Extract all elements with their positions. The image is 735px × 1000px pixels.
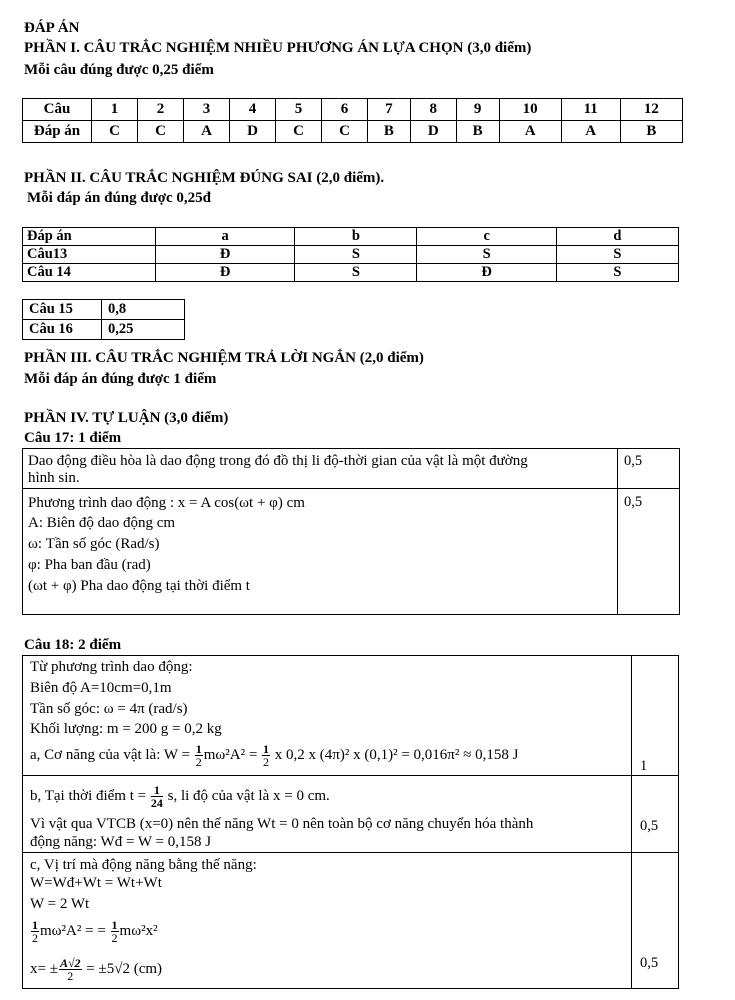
q18-score-c: 0,5 bbox=[640, 955, 659, 971]
q18-b-time bbox=[30, 781, 330, 811]
part1-answer-table bbox=[22, 98, 683, 143]
question-label: Câu 16 bbox=[23, 320, 102, 340]
q18-c-position-lead: x= ± bbox=[30, 961, 58, 977]
question-number: 12 bbox=[620, 99, 682, 121]
header-cell: d bbox=[556, 228, 678, 246]
question-label: Câu13 bbox=[23, 246, 156, 264]
q17-angular-frequency: ω: Tần số góc (Rad/s) bbox=[28, 536, 160, 552]
q18-c-energy-relation: W = 2 Wt bbox=[30, 896, 90, 912]
q18-c-equation-right: mω²x² bbox=[119, 923, 158, 939]
q17-score-1: 0,5 bbox=[624, 453, 643, 469]
q18-a-energy bbox=[30, 740, 518, 770]
part4-title: PHẦN IV. TỰ LUẬN (3,0 điểm) bbox=[24, 410, 229, 426]
q17-phase: (ωt + φ) Pha dao động tại thời điểm t bbox=[28, 578, 250, 594]
part2-answer-table bbox=[22, 227, 679, 282]
q18-score-b: 0,5 bbox=[640, 818, 659, 834]
fraction-one-half: $\frac{1}{2}$ bbox=[195, 742, 202, 770]
answer-cell: Đ bbox=[156, 246, 295, 264]
part3-title: PHẦN III. CÂU TRẮC NGHIỆM TRẢ LỜI NGẮN (2,0 điểm) bbox=[24, 350, 424, 366]
table-row bbox=[23, 99, 683, 121]
q18-b-time-lead: b, Tại thời điểm t = bbox=[30, 788, 147, 804]
question-number: 8 bbox=[410, 99, 456, 121]
q17-amplitude: A: Biên độ dao động cm bbox=[28, 515, 176, 531]
q18-a-angular-frequency: Tần số góc: ω = 4π (rad/s) bbox=[30, 701, 188, 717]
q18-a-amplitude: Biên độ A=10cm=0,1m bbox=[30, 680, 172, 696]
question-number: 10 bbox=[499, 99, 561, 121]
q18-row-divider-a bbox=[22, 775, 679, 776]
answer-cell: 0,8 bbox=[102, 300, 185, 320]
answer-cell: B bbox=[368, 121, 411, 143]
table-row bbox=[23, 264, 679, 282]
answer-cell: 0,25 bbox=[102, 320, 185, 340]
part3-subtitle: Mỗi đáp án đúng được 1 điểm bbox=[24, 371, 217, 387]
answer-cell: S bbox=[556, 264, 678, 282]
answer-key-heading: ĐÁP ÁN bbox=[24, 20, 80, 36]
question-number: 11 bbox=[561, 99, 620, 121]
answer-cell: A bbox=[561, 121, 620, 143]
q18-a-energy-result: x 0,2 x (4π)² x (0,1)² = 0,016π² ≈ 0,158 J bbox=[274, 747, 519, 763]
question-number: 3 bbox=[184, 99, 230, 121]
q18-c-position-result: = ±5√2 (cm) bbox=[86, 961, 163, 977]
q18-title: Câu 18: 2 điểm bbox=[24, 637, 122, 653]
q18-c-intro: c, Vị trí mà động năng bằng thế năng: bbox=[30, 857, 257, 873]
table-row bbox=[23, 300, 185, 320]
q17-score-2: 0,5 bbox=[624, 494, 643, 510]
header-cell: c bbox=[417, 228, 556, 246]
question-number: 2 bbox=[138, 99, 184, 121]
answer-cell: D bbox=[230, 121, 276, 143]
q17-row-divider bbox=[22, 488, 680, 489]
answer-cell: C bbox=[276, 121, 322, 143]
table-row bbox=[23, 228, 679, 246]
answer-cell: S bbox=[295, 264, 417, 282]
part2-extra-table bbox=[22, 299, 185, 340]
q17-equation: Phương trình dao động : x = A cos(ωt + φ) cm bbox=[28, 495, 305, 511]
table-row bbox=[23, 246, 679, 264]
part1-title: PHẦN I. CÂU TRẮC NGHIỆM NHIỀU PHƯƠNG ÁN LỰA CHỌN (3,0 điểm) bbox=[24, 40, 532, 56]
question-number: 5 bbox=[276, 99, 322, 121]
answer-cell: Đ bbox=[417, 264, 556, 282]
q17-column-divider bbox=[617, 448, 618, 615]
answer-cell: B bbox=[456, 121, 499, 143]
question-number: 6 bbox=[322, 99, 368, 121]
fraction-one-half: $\frac{1}{2}$ bbox=[111, 918, 118, 946]
q18-a-energy-formula: mω²A² = bbox=[203, 747, 258, 763]
answer-cell: C bbox=[92, 121, 138, 143]
q17-definition-line2: hình sin. bbox=[28, 470, 80, 486]
answer-cell: S bbox=[417, 246, 556, 264]
q18-column-divider bbox=[631, 655, 632, 989]
answer-cell: S bbox=[295, 246, 417, 264]
answer-cell: S bbox=[556, 246, 678, 264]
answer-cell: D bbox=[410, 121, 456, 143]
q18-c-equation-left: mω²A² = = bbox=[40, 923, 106, 939]
q18-c-position bbox=[30, 954, 162, 984]
q18-row-divider-b bbox=[22, 852, 679, 853]
answer-cell: B bbox=[620, 121, 682, 143]
q18-c-energy-sum: W=Wđ+Wt = Wt+Wt bbox=[30, 875, 162, 891]
q17-definition-line1: Dao động điều hòa là dao động trong đó đồ thị li độ-thời gian của vật là một đường bbox=[28, 453, 528, 469]
q18-c-equation bbox=[30, 916, 158, 946]
row-header-question: Câu bbox=[23, 99, 92, 121]
q18-b-time-result: s, li độ của vật là x = 0 cm. bbox=[167, 788, 330, 804]
question-label: Câu 15 bbox=[23, 300, 102, 320]
table-row bbox=[23, 320, 185, 340]
answer-cell: C bbox=[322, 121, 368, 143]
fraction-a-sqrt2-over-2: $\frac{A√2}{2}$ bbox=[59, 956, 81, 984]
part2-subtitle: Mỗi đáp án đúng được 0,25đ bbox=[27, 190, 212, 206]
q18-a-energy-lead: a, Cơ năng của vật là: W = bbox=[30, 747, 190, 763]
header-cell: a bbox=[156, 228, 295, 246]
q18-score-a: 1 bbox=[640, 758, 648, 774]
q17-title: Câu 17: 1 điểm bbox=[24, 430, 122, 446]
q18-b-explanation: Vì vật qua VTCB (x=0) nên thế năng Wt = 0 nên toàn bộ cơ năng chuyển hóa thành bbox=[30, 816, 534, 832]
q18-b-kinetic-energy: động năng: Wđ = W = 0,158 J bbox=[30, 834, 212, 850]
question-number: 7 bbox=[368, 99, 411, 121]
table-row bbox=[23, 121, 683, 143]
fraction-one-half: $\frac{1}{2}$ bbox=[263, 742, 270, 770]
answer-cell: C bbox=[138, 121, 184, 143]
question-label: Câu 14 bbox=[23, 264, 156, 282]
fraction-one-half: $\frac{1}{2}$ bbox=[32, 918, 38, 946]
fraction-one-twentyfourth: $\frac{1}{24}$ bbox=[150, 783, 163, 811]
question-number: 1 bbox=[92, 99, 138, 121]
header-cell: b bbox=[295, 228, 417, 246]
answer-cell: Đ bbox=[156, 264, 295, 282]
answer-cell: A bbox=[499, 121, 561, 143]
question-number: 9 bbox=[456, 99, 499, 121]
part2-title: PHẦN II. CÂU TRẮC NGHIỆM ĐÚNG SAI (2,0 điểm). bbox=[24, 170, 385, 186]
question-number: 4 bbox=[230, 99, 276, 121]
header-cell: Đáp án bbox=[23, 228, 156, 246]
answer-cell: A bbox=[184, 121, 230, 143]
part1-subtitle: Mỗi câu đúng được 0,25 điểm bbox=[24, 62, 214, 78]
row-header-answer: Đáp án bbox=[23, 121, 92, 143]
q18-a-intro: Từ phương trình dao động: bbox=[30, 659, 193, 675]
q18-a-mass: Khối lượng: m = 200 g = 0,2 kg bbox=[30, 721, 222, 737]
q17-initial-phase: φ: Pha ban đầu (rad) bbox=[28, 557, 151, 573]
